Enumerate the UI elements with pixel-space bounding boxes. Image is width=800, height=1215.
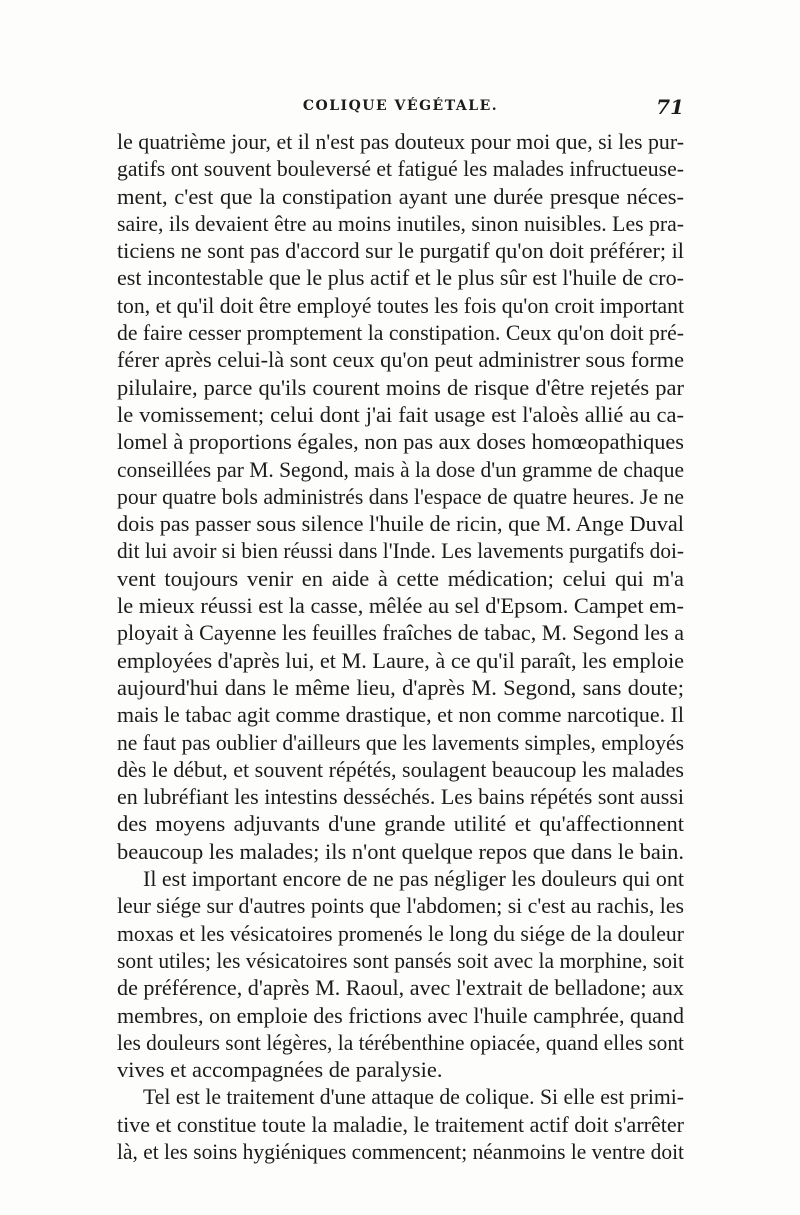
line-text: aujourd'hui dans le même lieu, d'après M. Segond, sans doute;	[117, 674, 684, 700]
text-line	[117, 592, 684, 619]
line-text: gatifs ont souvent bouleversé et fatigué les malades infructueuse-	[117, 156, 684, 182]
line-text: dois pas passer sous silence l'huile de ricin, que M. Ange Duval	[117, 511, 684, 537]
text-line	[117, 974, 684, 1001]
text-line	[117, 1083, 684, 1110]
text-line	[117, 810, 684, 837]
line-text: le vomissement; celui dont j'ai fait usage est l'aloès allié au ca-	[117, 401, 684, 427]
text-line	[117, 920, 684, 947]
line-text: pilulaire, parce qu'ils courent moins de risque d'être rejetés par	[117, 374, 684, 400]
text-line	[117, 155, 684, 182]
text-line	[117, 1111, 684, 1138]
line-text: pour quatre bols administrés dans l'espace de quatre heures. Je ne	[117, 483, 684, 509]
text-line	[117, 346, 684, 373]
text-line	[117, 537, 684, 564]
line-text: dit lui avoir si bien réussi dans l'Inde. Les lavements purgatifs doi-	[117, 538, 684, 564]
line-text: le quatrième jour, et il n'est pas douteux pour moi que, si les pur-	[117, 129, 684, 154]
line-text: ne faut pas oublier d'ailleurs que les lavements simples, employés	[117, 729, 684, 755]
page-number: 71	[656, 95, 684, 119]
text-line	[117, 701, 684, 728]
text-line	[117, 319, 684, 346]
text-line	[117, 210, 684, 237]
line-text: employées d'après lui, et M. Laure, à ce qu'il paraît, les emploie	[117, 647, 684, 673]
text-line	[117, 1002, 684, 1029]
line-text: ment, c'est que la constipation ayant une durée presque néces-	[117, 183, 684, 209]
text-line	[117, 292, 684, 319]
line-text: ployait à Cayenne les feuilles fraîches de tabac, M. Segond les a	[117, 620, 684, 646]
line-text: dès le début, et souvent répétés, soulagent beaucoup les malades	[117, 756, 684, 782]
line-text: mais le tabac agit comme drastique, et non comme narcotique. Il	[117, 702, 684, 728]
text-line	[117, 674, 684, 701]
text-line	[117, 619, 684, 646]
text-line	[117, 128, 684, 155]
page-header	[117, 95, 684, 122]
text-line	[117, 1056, 684, 1083]
text-line	[117, 428, 684, 455]
text-line	[117, 401, 684, 428]
line-text: en lubréfiant les intestins desséchés. Les bains répétés sont aussi	[117, 784, 684, 810]
text-line	[117, 483, 684, 510]
text-line	[117, 892, 684, 919]
text-line	[117, 264, 684, 291]
line-text: Il est important encore de ne pas négliger les douleurs qui ont	[143, 866, 684, 892]
line-text: vent toujours venir en aide à cette médication; celui qui m'a	[117, 565, 684, 591]
line-text: membres, on emploie des frictions avec l'huile camphrée, quand	[117, 1002, 684, 1028]
line-text: les douleurs sont légères, la térébenthine opiacée, quand elles sont	[117, 1029, 684, 1055]
text-line	[117, 565, 684, 592]
line-text: de faire cesser promptement la constipation. Ceux qu'on doit pré-	[117, 320, 684, 346]
text-line	[117, 756, 684, 783]
text-line	[117, 947, 684, 974]
text-line	[117, 456, 684, 483]
line-text: là, et les soins hygiéniques commencent; néanmoins le ventre doit	[117, 1138, 684, 1164]
line-text: férer après celui-là sont ceux qu'on peut administrer sous forme	[117, 347, 684, 373]
line-text: sont utiles; les vésicatoires sont pansés soit avec la morphine, soit	[117, 947, 684, 973]
line-text: de préférence, d'après M. Raoul, avec l'extrait de belladone; aux	[117, 975, 684, 1001]
text-line	[117, 783, 684, 810]
line-text: conseillées par M. Segond, mais à la dose d'un gramme de chaque	[117, 456, 684, 482]
line-text: vives et accompagnées de paralysie.	[117, 1057, 443, 1083]
line-text: ton, et qu'il doit être employé toutes les fois qu'on croit important	[117, 292, 684, 318]
line-text: saire, ils devaient être au moins inutiles, sinon nuisibles. Les pra-	[117, 210, 684, 236]
text-line	[117, 183, 684, 210]
line-text: ticiens ne sont pas d'accord sur le purgatif qu'on doit préférer; il	[117, 238, 684, 264]
line-text: moxas et les vésicatoires promenés le long du siége de la douleur	[117, 920, 684, 946]
text-line	[117, 729, 684, 756]
line-text: Tel est le traitement d'une attaque de colique. Si elle est primi-	[143, 1084, 684, 1110]
body-text	[117, 128, 684, 1165]
text-line	[117, 865, 684, 892]
text-line	[117, 374, 684, 401]
text-line	[117, 1029, 684, 1056]
text-line	[117, 838, 684, 865]
text-line	[117, 510, 684, 537]
text-line	[117, 237, 684, 264]
line-text: leur siége sur d'autres points que l'abdomen; si c'est au rachis, les	[117, 893, 684, 919]
line-text: est incontestable que le plus actif et le plus sûr est l'huile de cro-	[117, 265, 684, 291]
text-line	[117, 647, 684, 674]
line-text: tive et constitue toute la maladie, le traitement actif doit s'arrêter	[117, 1111, 684, 1137]
line-text: beaucoup les malades; ils n'ont quelque repos que dans le bain.	[117, 838, 684, 864]
line-text: lomel à proportions égales, non pas aux doses homœopathiques	[117, 429, 684, 455]
text-line	[117, 1138, 684, 1165]
line-text: des moyens adjuvants d'une grande utilité et qu'affectionnent	[117, 811, 684, 837]
running-title: COLIQUE VÉGÉTALE.	[302, 98, 499, 114]
line-text: le mieux réussi est la casse, mêlée au sel d'Epsom. Campet em-	[117, 593, 684, 619]
